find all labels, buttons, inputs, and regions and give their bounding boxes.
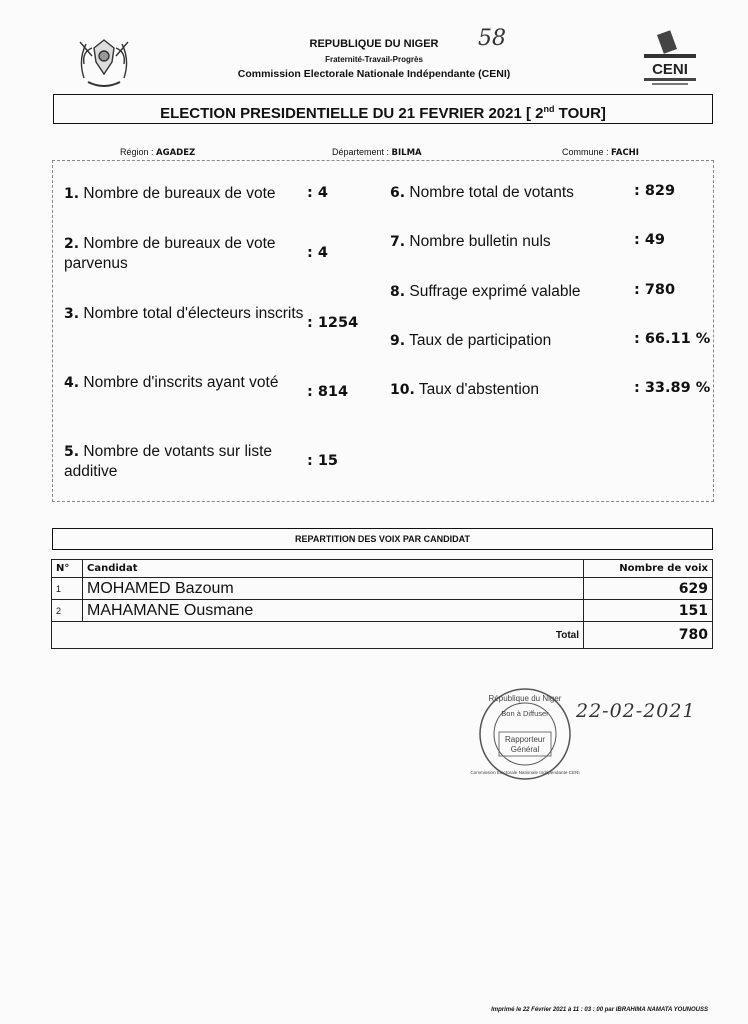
stat-label-9: 9. Taux de participation <box>390 332 552 349</box>
stat-value-9: : 66.11 % <box>634 331 711 347</box>
stat-label-2: 2. Nombre de bureaux de vote parvenus <box>64 235 276 272</box>
candidate-name: MAHAMANE Ousmane <box>83 600 584 622</box>
stat-value-7: : 49 <box>634 232 666 248</box>
stat-value-1: : 4 <box>307 185 328 201</box>
stat-label-3: 3. Nombre total d'électeurs inscrits <box>64 305 304 322</box>
print-footer: Imprimé le 22 Février 2021 à 11 : 03 : 00 par IBRAHIMA NAMATA YOUNOUSS <box>491 1007 708 1013</box>
handwritten-page-number: 58 <box>478 26 506 51</box>
table-row <box>52 600 713 622</box>
stat-value-2: : 4 <box>307 245 328 261</box>
departement-field: Département : BILMA <box>332 147 422 158</box>
row-num: 1 <box>52 578 83 600</box>
commune-field: Commune : FACHI <box>562 147 639 158</box>
stat-value-8: : 780 <box>634 282 676 298</box>
votes-table <box>51 559 713 649</box>
row-num: 2 <box>52 600 83 622</box>
stat-value-4: : 814 <box>307 384 349 400</box>
table-header-row <box>52 560 713 578</box>
stamp-ring-text: Commission Electorale Nationale Indépendante CENI <box>470 770 580 775</box>
total-label: Total <box>52 622 584 649</box>
motto: Fraternité-Travail-Progrès <box>325 55 423 64</box>
total-row <box>52 622 713 649</box>
table-row <box>52 578 713 600</box>
col-num-header: N° <box>52 560 83 578</box>
repartition-title: REPARTITION DES VOIX PAR CANDIDAT <box>52 528 713 550</box>
election-title: ELECTION PRESIDENTIELLE DU 21 FEVRIER 2021 [ 2nd TOUR] <box>53 94 713 124</box>
candidate-votes: 629 <box>584 578 713 600</box>
stat-label-4: 4. Nombre d'inscrits ayant voté <box>64 374 279 391</box>
stat-value-5: : 15 <box>307 453 339 469</box>
stamp-middle-1: Bon à Diffuser <box>501 709 549 718</box>
handwritten-date: 22-02-2021 <box>576 700 696 722</box>
stat-value-10: : 33.89 % <box>634 380 711 396</box>
commission-name: Commission Electorale Nationale Indépendante (CENI) <box>237 68 511 80</box>
candidate-votes: 151 <box>584 600 713 622</box>
republic-heading: REPUBLIQUE DU NIGER <box>309 38 439 50</box>
ceni-logo-text: CENI <box>652 61 688 78</box>
stat-label-6: 6. Nombre total de votants <box>390 184 574 201</box>
stat-label-5: 5. Nombre de votants sur liste additive <box>64 443 273 480</box>
region-value: AGADEZ <box>156 148 196 158</box>
official-stamp <box>470 686 580 782</box>
total-votes: 780 <box>584 622 713 649</box>
stamp-top-text: République du Niger <box>488 694 562 703</box>
candidate-name: MOHAMED Bazoum <box>83 578 584 600</box>
commune-value: FACHI <box>611 148 639 158</box>
stamp-middle-2: Rapporteur <box>504 735 546 744</box>
stat-label-7: 7. Nombre bulletin nuls <box>390 233 551 250</box>
ceni-logo <box>636 28 704 88</box>
region-field: Région : AGADEZ <box>120 147 196 158</box>
stat-label-10: 10. Taux d'abstention <box>390 381 539 398</box>
stat-label-1: 1. Nombre de bureaux de vote <box>64 185 276 202</box>
stat-value-3: : 1254 <box>307 315 359 331</box>
col-votes-header: Nombre de voix <box>584 560 713 578</box>
col-candidate-header: Candidat <box>83 560 584 578</box>
stat-label-8: 8. Suffrage exprimé valable <box>390 283 581 300</box>
stamp-middle-3: Général <box>510 745 540 754</box>
departement-value: BILMA <box>391 148 422 158</box>
stat-value-6: : 829 <box>634 183 676 199</box>
